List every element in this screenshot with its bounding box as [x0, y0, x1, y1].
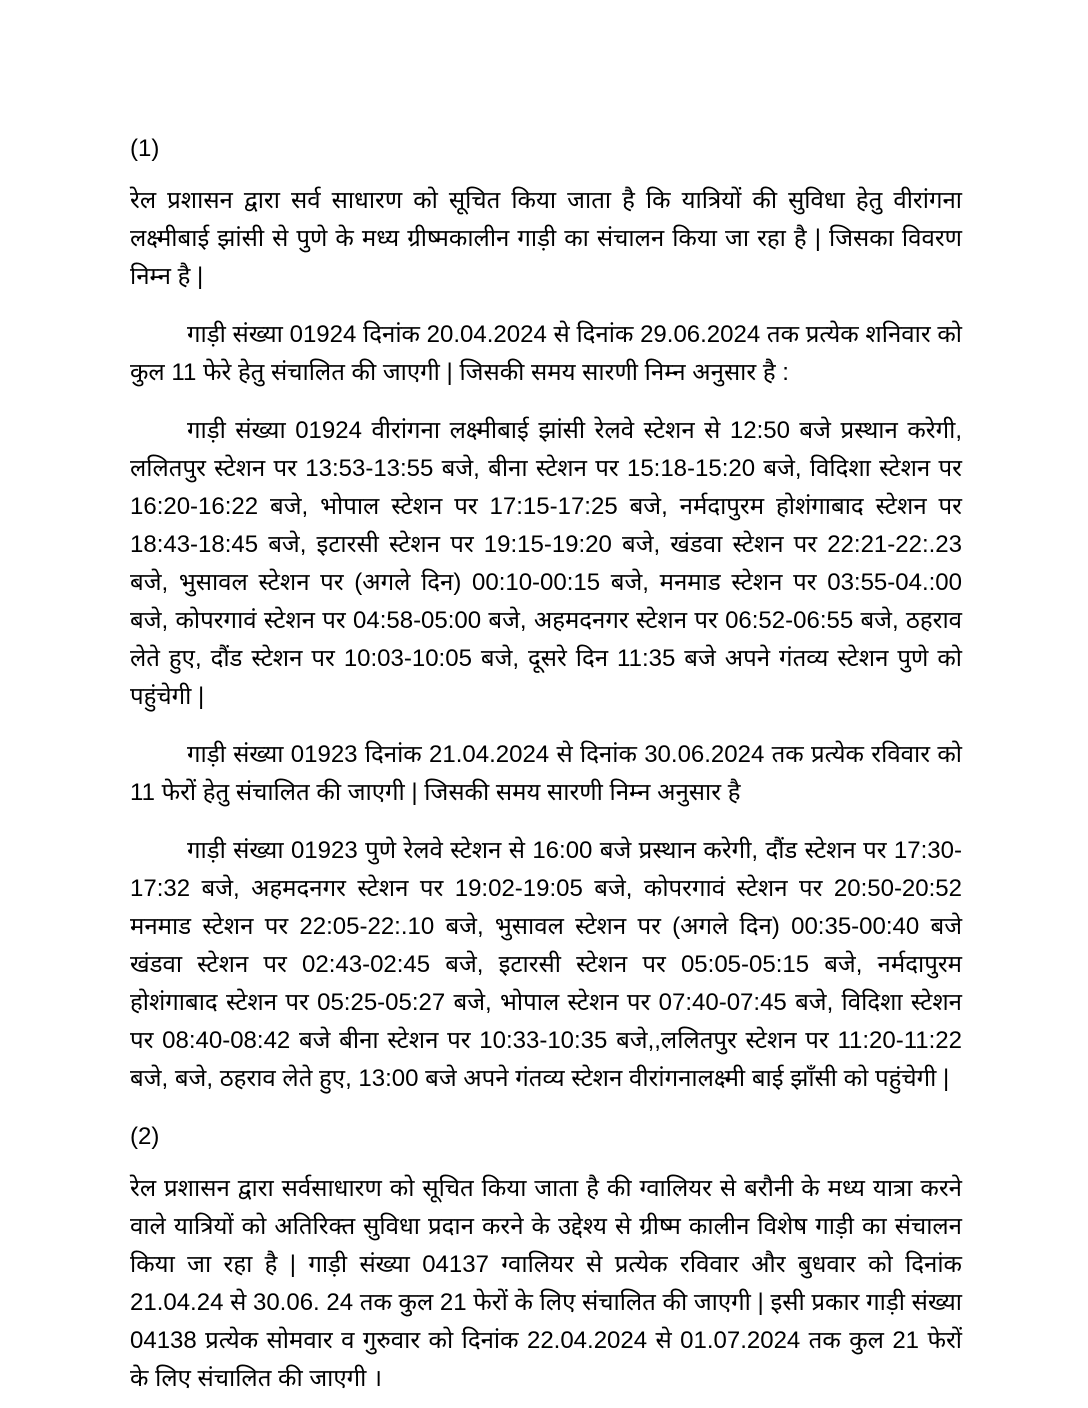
section-2-number: (2)	[130, 1123, 160, 1150]
train-01924-frequency-paragraph: गाड़ी संख्या 01924 दिनांक 20.04.2024 से दिनांक 29.06.2024 तक प्रत्येक शनिवार को कुल 11 फेरे हेतु संचालित की जाएगी | जिसकी समय सारणी निम्न अनुसार है :	[130, 321, 962, 386]
train-01923-schedule-paragraph: गाड़ी संख्या 01923 पुणे रेलवे स्टेशन से 16:00 बजे प्रस्थान करेगी, दौंड स्टेशन पर 17:30-17:32 बजे, अहमदनगर स्टेशन पर 19:02-19:05 बजे, कोपरगावं स्टेशन पर 20:50-20:52 मनमाड स्टेशन पर 22:05-22:.10 बजे, भुसावल स्टेशन पर (अगले दिन) 00:35-00:40 बजे खंडवा स्टेशन पर 02:43-02:45 बजे, इटारसी स्टेशन पर 05:05-05:15 बजे, नर्मदापुरम होशंगाबाद स्टेशन पर 05:25-05:27 बजे, भोपाल स्टेशन पर 07:40-07:45 बजे, विदिशा स्टेशन पर 08:40-08:42 बजे बीना स्टेशन पर 10:33-10:35 बजे,,ललितपुर स्टेशन पर 11:20-11:22 बजे, बजे, ठहराव लेते हुए, 13:00 बजे अपने गंतव्य स्टेशन वीरांगनालक्ष्मी बाई झाँसी को पहुंचेगी |	[130, 837, 962, 1092]
section-1-intro-paragraph: रेल प्रशासन द्वारा सर्व साधारण को सूचित किया जाता है कि यात्रियों की सुविधा हेतु वीरांगना लक्ष्मीबाई झांसी से पुणे के मध्य ग्रीष्मकालीन गाड़ी का संचालन किया जा रहा है | जिसका विवरण निम्न है |	[130, 187, 962, 290]
section-2-paragraph: रेल प्रशासन द्वारा सर्वसाधारण को सूचित किया जाता है की ग्वालियर से बरौनी के मध्य यात्रा करने वाले यात्रियों को अतिरिक्त सुविधा प्रदान करने के उद्देश्य से ग्रीष्म कालीन विशेष गाड़ी का संचालन किया जा रहा है | गाड़ी संख्या 04137 ग्वालियर से प्रत्येक रविवार और बुधवार को दिनांक 21.04.24 से 30.06. 24 तक कुल 21 फेरों के लिए संचालित की जाएगी | इसी प्रकार गाड़ी संख्या 04138 प्रत्येक सोमवार व गुरुवार को दिनांक 22.04.2024 से 01.07.2024 तक कुल 21 फेरों के लिए संचालित की जाएगी ।	[130, 1175, 962, 1392]
section-1-number: (1)	[130, 135, 160, 162]
train-01924-schedule-paragraph: गाड़ी संख्या 01924 वीरांगना लक्ष्मीबाई झांसी रेलवे स्टेशन से 12:50 बजे प्रस्थान करेगी, ललितपुर स्टेशन पर 13:53-13:55 बजे, बीना स्टेशन पर 15:18-15:20 बजे, विदिशा स्टेशन पर 16:20-16:22 बजे, भोपाल स्टेशन पर 17:15-17:25 बजे, नर्मदापुरम होशंगाबाद स्टेशन पर 18:43-18:45 बजे, इटारसी स्टेशन पर 19:15-19:20 बजे, खंडवा स्टेशन पर 22:21-22:.23 बजे, भुसावल स्टेशन पर (अगले दिन) 00:10-00:15 बजे, मनमाड स्टेशन पर 03:55-04.:00 बजे, कोपरगावं स्टेशन पर 04:58-05:00 बजे, अहमदनगर स्टेशन पर 06:52-06:55 बजे, ठहराव लेते हुए, दौंड स्टेशन पर 10:03-10:05 बजे, दूसरे दिन 11:35 बजे अपने गंतव्य स्टेशन पुणे को पहुंचेगी |	[130, 417, 962, 710]
train-01923-frequency-paragraph: गाड़ी संख्या 01923 दिनांक 21.04.2024 से दिनांक 30.06.2024 तक प्रत्येक रविवार को 11 फेरों हेतु संचालित की जाएगी | जिसकी समय सारणी निम्न अनुसार है	[130, 741, 962, 806]
